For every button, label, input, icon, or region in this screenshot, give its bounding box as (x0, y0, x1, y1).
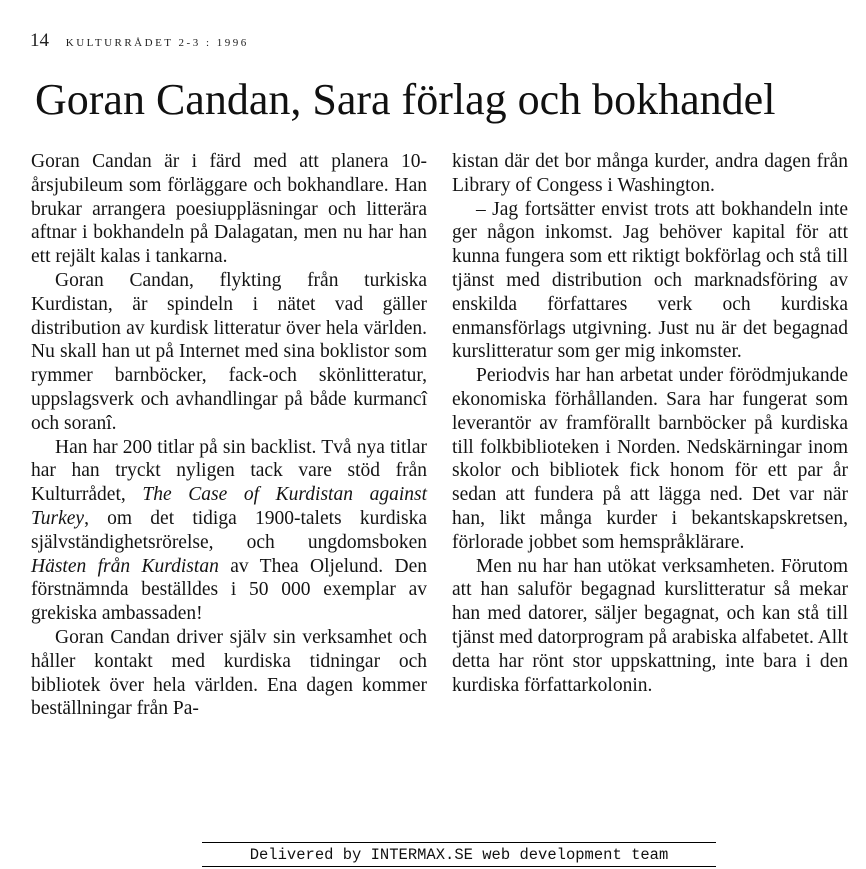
paragraph: – Jag fortsätter envist trots att bokhandeln inte ger någon inkomst. Jag behöver kapital för att kunna fungera som ett riktigt bokförlag och stå till tjänst med distribution och marknadsföring av enskilda författares verk och kurdiska enmansförlags utgivning. Just nu är det begagnad kurslitteratur som ger mig inkomster. (452, 198, 848, 363)
running-head (30, 30, 249, 52)
footer-credit-box (202, 842, 716, 867)
paragraph: Periodvis har han arbetat under förödmjukande ekonomiska förhållanden. Sara har fungerat som leverantör av framförallt barnböcker på kurdiska till folkbiblioteken i Norden. Nedskärningar inom skolor och bibliotek fick honom för ett par år sedan att fundera på att lägga ned. Det var när han, likt många kurder i bekantskapskretsen, förlorade jobbet som hemspråklärare. (452, 365, 848, 553)
book-title: Hästen från Kurdistan (31, 555, 219, 577)
article-title: Goran Candan, Sara förlag och bokhandel (35, 75, 776, 124)
page-number: 14 (30, 30, 49, 51)
paragraph: Goran Candan, flykting från turkiska Kurdistan, är spindeln i nätet vad gäller distribution av kurdisk litteratur över hela världen. Nu skall han ut på Internet med sina boklistor som rymmer barnböcker, fack-och skönlitteratur, uppslagsverk och avhandlingar på både kurmancî och soranî. (31, 269, 427, 434)
paragraph (31, 436, 427, 626)
article-column-right (452, 150, 848, 697)
paragraph: kistan där det bor många kurder, andra dagen från Library of Congess i Washington. (452, 151, 848, 196)
article-column-left (31, 150, 427, 721)
paragraph-text: av Thea Oljelund. Den förstnämnda beställdes i 50 000 exemplar av grekiska ambassaden! (31, 555, 427, 625)
magazine-issue: KULTURRÅDET 2-3 : 1996 (65, 37, 249, 49)
paragraph: Goran Candan är i färd med att planera 10-årsjubileum som förläggare och bokhandlare. Han brukar arrangera poesiuppläsningar och litterära aftnar i bokhandeln på Dalagatan, men nu har han ett rejält kalas i tankarna. (31, 151, 427, 268)
footer-credit: Delivered by INTERMAX.SE web development team (249, 846, 669, 864)
book-title: The Case of Kurdistan against Turkey (31, 484, 428, 529)
paragraph-text: Han har 200 titlar på sin backlist. Två nya titlar har han tryckt nyligen tack vare stöd från Kulturrådet, (31, 436, 427, 506)
paragraph-text: , om det tidiga 1900-talets kurdiska självständighetsrörelse, och ungdomsboken (31, 507, 427, 553)
paragraph: Goran Candan driver själv sin verksamhet och håller kontakt med kurdiska tidningar och bibliotek över hela världen. Ena dagen kommer beställningar från Pa- (31, 626, 427, 720)
paragraph: Men nu har han utökat verksamheten. Förutom att han saluför begagnad kurslitteratur så mekar han med datorer, säljer begagnat, och kan stå till tjänst med datorprogram på arabiska alfabetet. Allt detta har rönt stor uppskattning, inte bara i den kurdiska författarkolonin. (452, 555, 848, 696)
